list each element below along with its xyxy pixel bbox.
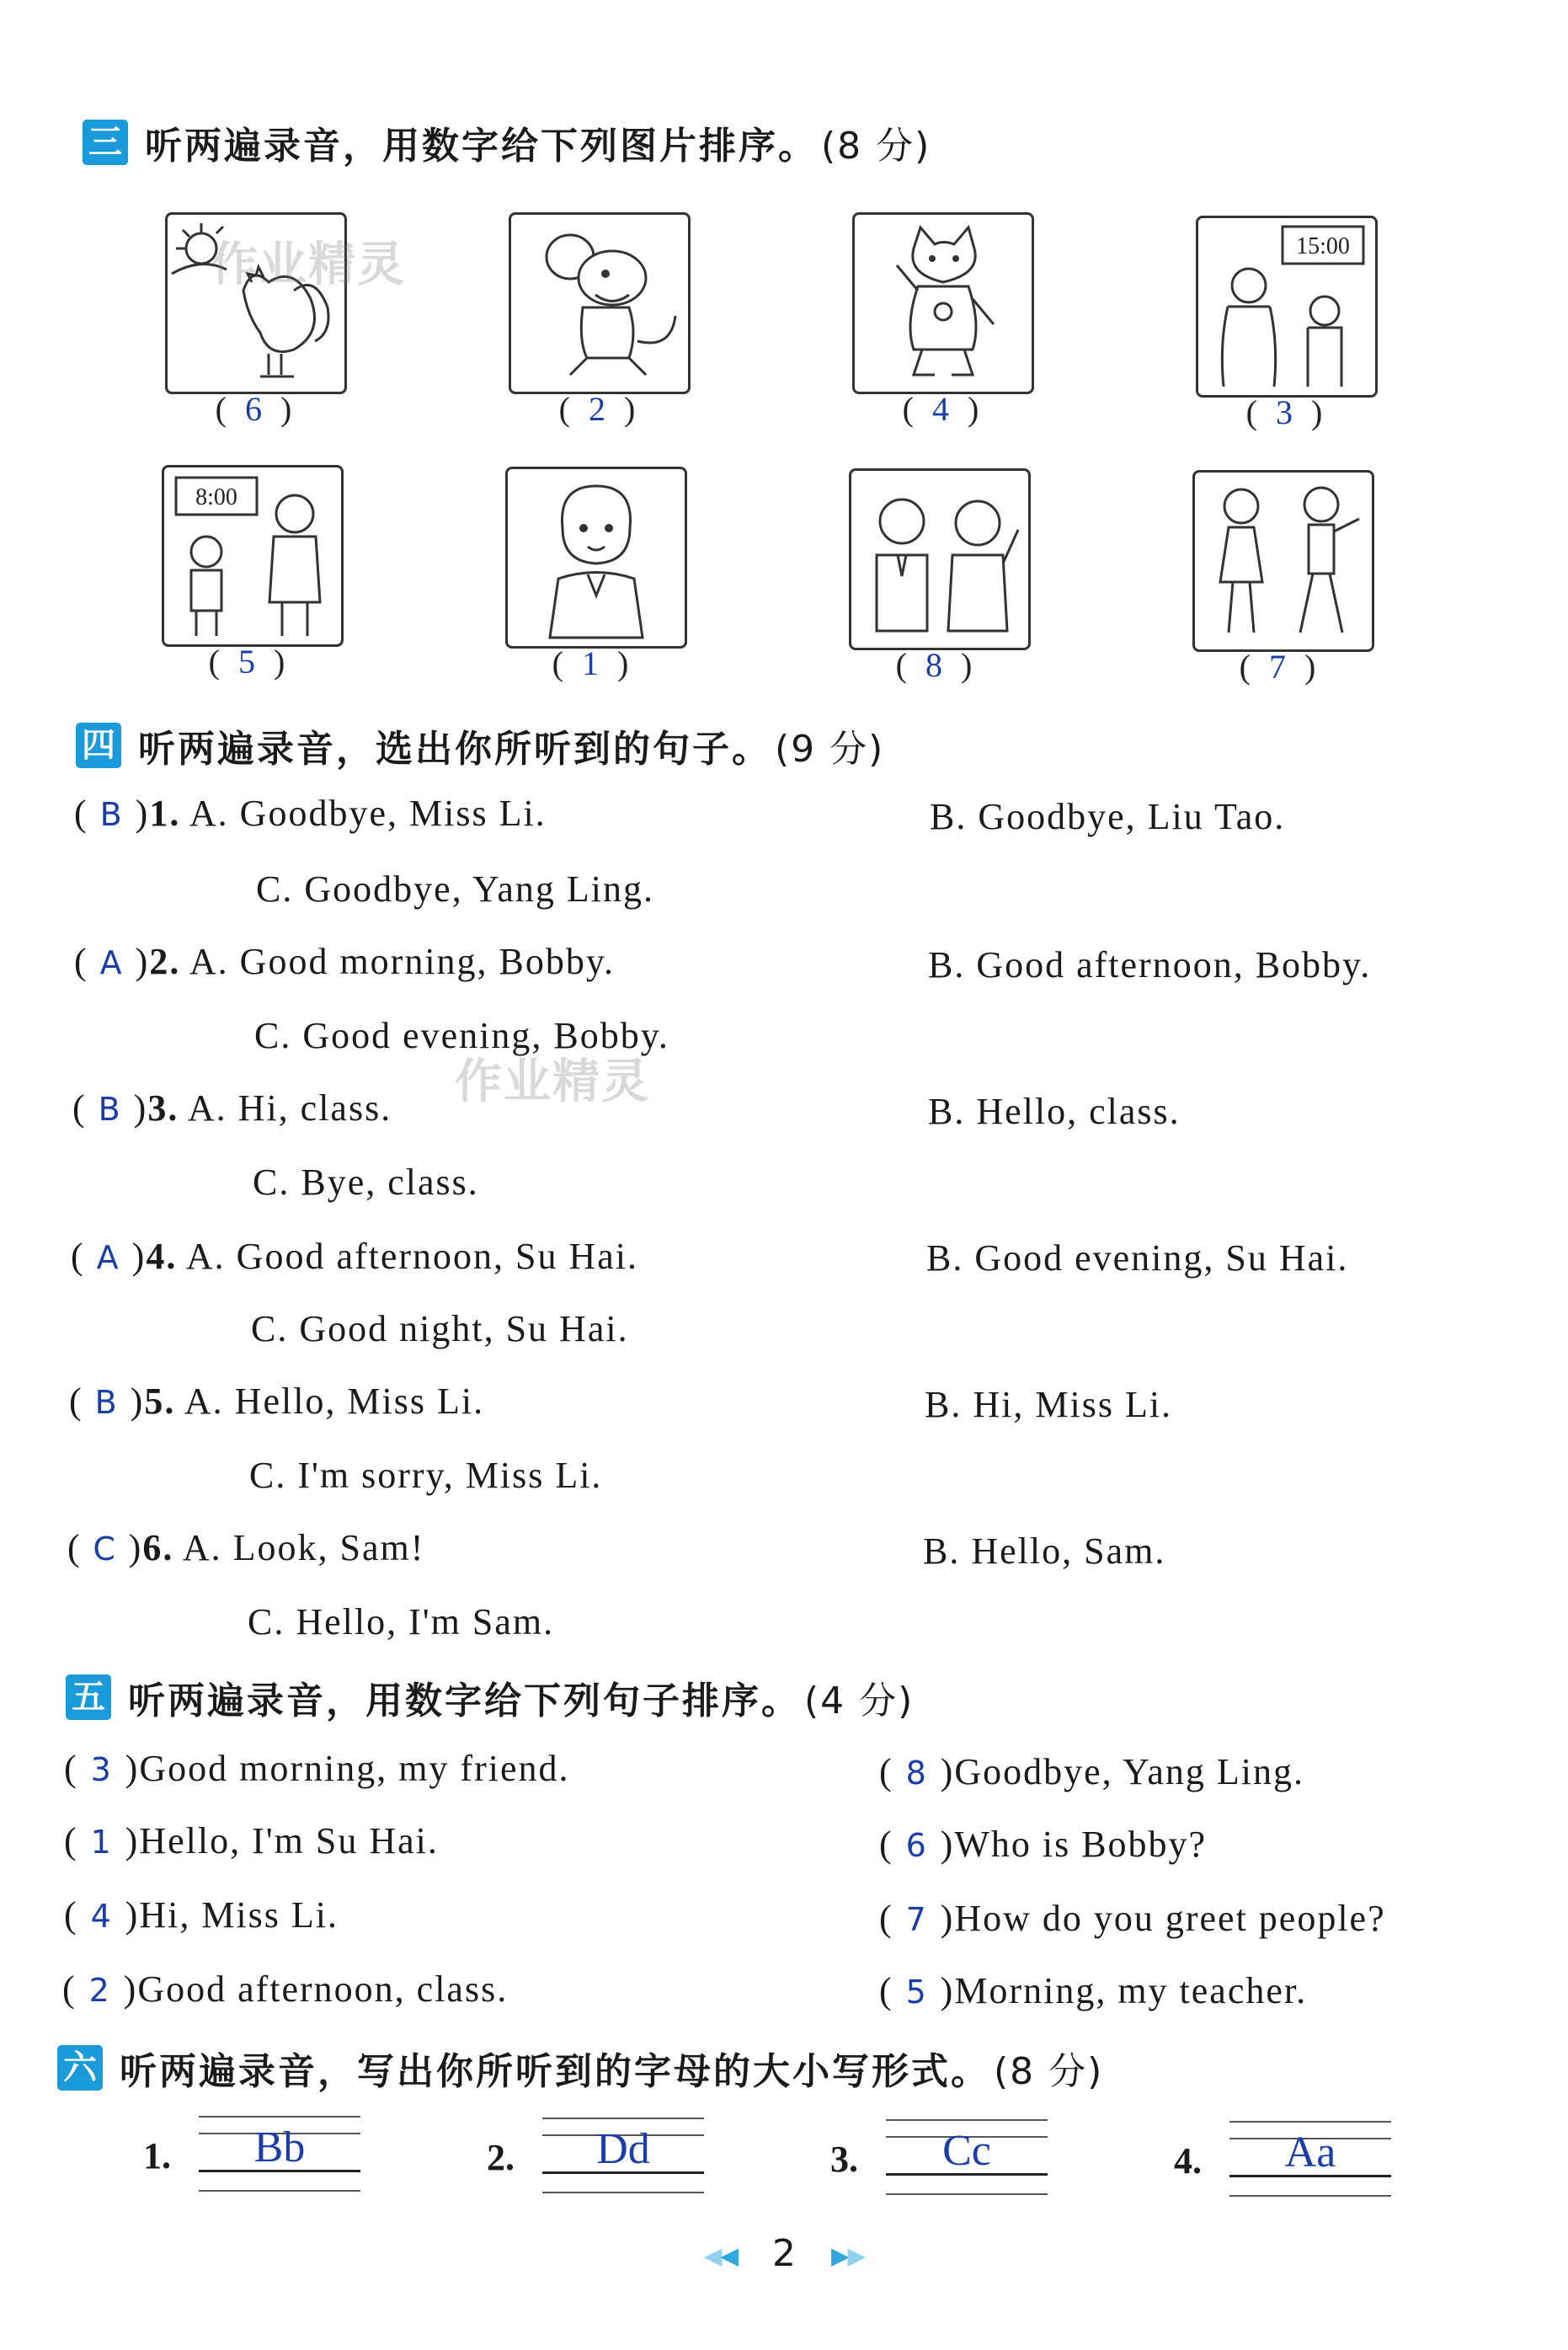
clock-15-people-icon xyxy=(1198,218,1375,395)
order-sentence: Morning, my teacher. xyxy=(954,1970,1308,2011)
section-3-title: 听两遍录音，用数字给下列图片排序。 xyxy=(145,125,818,168)
question-5-line-a: ( B )5. A. Hello, Miss Li. xyxy=(69,1381,485,1422)
letter-answer: Bb xyxy=(253,2123,306,2171)
question-2-line-a: ( A )2. A. Good morning, Bobby. xyxy=(74,941,616,982)
order-answer: 3 xyxy=(90,1751,113,1788)
question-5-option-b: B. Hi, Miss Li. xyxy=(925,1384,1173,1425)
question-2-option-c: C. Good evening, Bobby. xyxy=(254,1015,669,1056)
clock-8-girls-icon xyxy=(164,467,341,644)
question-3-line-a: ( B )3. A. Hi, class. xyxy=(72,1087,392,1129)
question-6-option-c: C. Hello, I'm Sam. xyxy=(248,1601,555,1642)
letter-item-number: 1. xyxy=(143,2135,171,2176)
section-4-score: (9 分) xyxy=(775,728,885,771)
answer-text: 1 xyxy=(582,644,599,682)
page-number: 2 xyxy=(772,2232,796,2275)
letter-item-number: 3. xyxy=(830,2139,858,2180)
question-1-line-a: ( B )1. A. Goodbye, Miss Li. xyxy=(74,793,547,834)
section-3-score: (8 分) xyxy=(821,125,931,168)
order-right-3: ( 7 )How do you greet people? xyxy=(879,1898,1386,1939)
letter-answer: Cc xyxy=(942,2127,991,2175)
order-left-4: ( 2 )Good afternoon, class. xyxy=(62,1968,509,2010)
order-right-4: ( 5 )Morning, my teacher. xyxy=(879,1970,1308,2011)
order-answer: 5 xyxy=(905,1973,928,2011)
writing-lines xyxy=(199,2112,360,2188)
order-answer: 4 xyxy=(90,1898,113,1935)
section-3-number: 三 xyxy=(83,120,128,165)
option-a: A. Good afternoon, Su Hai. xyxy=(185,1236,639,1277)
question-5-option-c: C. I'm sorry, Miss Li. xyxy=(249,1455,603,1496)
page-footer xyxy=(0,2232,1568,2275)
picture-answer-3: ( 4 ) xyxy=(902,390,979,428)
section-4-number: 四 xyxy=(76,723,121,768)
clock-label: 15:00 xyxy=(1296,233,1350,259)
question-number: 1. xyxy=(149,793,181,834)
mouse-icon xyxy=(511,215,688,392)
writing-lines xyxy=(886,2116,1048,2192)
order-sentence: Good afternoon, class. xyxy=(137,1968,509,2010)
answer-text: 2 xyxy=(589,390,605,428)
picture-answer-6: ( 1 ) xyxy=(552,644,629,682)
question-4-option-c: C. Good night, Su Hai. xyxy=(251,1308,629,1349)
answer-text: 3 xyxy=(1276,393,1293,431)
order-left-1: ( 3 )Good morning, my friend. xyxy=(64,1748,570,1789)
picture-answer-4: ( 3 ) xyxy=(1245,393,1323,431)
section-6-number: 六 xyxy=(57,2045,103,2091)
picture-answer-1: ( 6 ) xyxy=(215,390,292,428)
section-5-title: 听两遍录音，用数字给下列句子排序。 xyxy=(128,1680,801,1722)
prev-arrow-light-icon: ◀ xyxy=(703,2241,721,2270)
question-3-option-c: C. Bye, class. xyxy=(253,1162,479,1203)
order-sentence: Hi, Miss Li. xyxy=(139,1894,339,1936)
answer-text: 6 xyxy=(245,390,262,428)
question-answer: A xyxy=(96,1239,120,1276)
question-1-option-b: B. Goodbye, Liu Tao. xyxy=(930,796,1286,837)
letter-answer: Aa xyxy=(1284,2128,1336,2176)
question-answer: A xyxy=(99,944,124,981)
question-answer: B xyxy=(94,1384,119,1421)
answer-text: 8 xyxy=(925,646,942,684)
letter-item-number: 4. xyxy=(1174,2140,1202,2182)
watermark: 作业精灵 xyxy=(455,1055,650,1109)
picture-answer-2: ( 2 ) xyxy=(558,390,636,428)
section-5-header xyxy=(66,1668,914,1727)
picture-mouse xyxy=(509,212,691,394)
question-6-line-a: ( C )6. A. Look, Sam! xyxy=(67,1527,425,1568)
section-6-title: 听两遍录音，写出你所听到的字母的大小写形式。 xyxy=(120,2050,990,2093)
question-number: 4. xyxy=(146,1236,178,1277)
prev-arrow-icon: ◀ xyxy=(720,2241,737,2270)
question-2-option-b: B. Good afternoon, Bobby. xyxy=(928,944,1372,985)
question-answer: B xyxy=(99,796,124,833)
question-answer: C xyxy=(93,1530,117,1568)
writing-lines xyxy=(1229,2118,1391,2193)
answer-text: 4 xyxy=(932,390,949,428)
picture-girl xyxy=(505,467,687,649)
watermark: 作业精灵 xyxy=(211,238,406,292)
boy-girl-icon xyxy=(851,471,1028,648)
option-a: A. Hi, class. xyxy=(187,1087,392,1129)
question-4-line-a: ( A )4. A. Good afternoon, Su Hai. xyxy=(71,1236,639,1277)
order-right-1: ( 8 )Goodbye, Yang Ling. xyxy=(879,1751,1304,1792)
next-arrow-icon: ▶ xyxy=(831,2241,848,2270)
picture-clock-1500 xyxy=(1196,216,1378,398)
section-6-header xyxy=(57,2038,1103,2097)
question-3-option-b: B. Hello, class. xyxy=(928,1091,1181,1132)
picture-answer-8: ( 7 ) xyxy=(1239,648,1316,686)
question-1-option-c: C. Goodbye, Yang Ling. xyxy=(256,868,655,910)
option-a: A. Hello, Miss Li. xyxy=(184,1381,485,1422)
order-left-3: ( 4 )Hi, Miss Li. xyxy=(64,1894,339,1936)
option-a: A. Look, Sam! xyxy=(182,1527,425,1568)
question-number: 3. xyxy=(147,1087,179,1129)
question-number: 6. xyxy=(142,1527,174,1568)
question-6-option-b: B. Hello, Sam. xyxy=(923,1530,1166,1572)
order-answer: 7 xyxy=(905,1901,928,1938)
cat-icon xyxy=(855,215,1032,392)
order-sentence: Goodbye, Yang Ling. xyxy=(954,1751,1304,1792)
order-left-2: ( 1 )Hello, I'm Su Hai. xyxy=(64,1820,439,1861)
question-answer: B xyxy=(98,1091,122,1128)
order-answer: 6 xyxy=(905,1827,928,1864)
section-5-score: (4 分) xyxy=(804,1680,915,1722)
section-5-number: 五 xyxy=(66,1674,111,1720)
option-a: A. Good morning, Bobby. xyxy=(189,941,616,982)
writing-lines xyxy=(542,2114,704,2190)
answer-text: 7 xyxy=(1269,648,1286,686)
picture-boy-girl xyxy=(849,468,1031,650)
picture-walking-kids xyxy=(1192,470,1374,652)
girl-icon xyxy=(508,469,685,646)
section-4-header xyxy=(76,716,884,775)
section-4-title: 听两遍录音，选出你所听到的句子。 xyxy=(138,728,771,771)
question-number: 2. xyxy=(149,941,181,982)
letter-answer: Dd xyxy=(596,2125,650,2173)
section-3-header xyxy=(83,113,931,172)
section-6-score: (8 分) xyxy=(994,2050,1104,2093)
order-answer: 1 xyxy=(90,1824,113,1861)
picture-cat xyxy=(852,212,1034,394)
next-arrow-light-icon: ▶ xyxy=(847,2241,865,2270)
order-answer: 2 xyxy=(88,1972,111,2009)
order-sentence: Who is Bobby? xyxy=(954,1824,1208,1865)
question-number: 5. xyxy=(144,1381,176,1422)
question-4-option-b: B. Good evening, Su Hai. xyxy=(926,1237,1349,1279)
order-sentence: How do you greet people? xyxy=(954,1898,1386,1939)
order-right-2: ( 6 )Who is Bobby? xyxy=(879,1824,1208,1865)
picture-answer-5: ( 5 ) xyxy=(208,643,285,681)
picture-answer-7: ( 8 ) xyxy=(895,646,973,684)
letter-item-number: 2. xyxy=(487,2137,515,2178)
answer-text: 5 xyxy=(238,643,255,681)
walking-kids-icon xyxy=(1195,473,1372,649)
picture-clock-800 xyxy=(162,465,344,647)
clock-label: 8:00 xyxy=(195,484,237,510)
option-a: A. Goodbye, Miss Li. xyxy=(189,793,547,834)
order-sentence: Good morning, my friend. xyxy=(139,1748,570,1789)
order-sentence: Hello, I'm Su Hai. xyxy=(139,1820,439,1861)
order-answer: 8 xyxy=(905,1754,928,1792)
